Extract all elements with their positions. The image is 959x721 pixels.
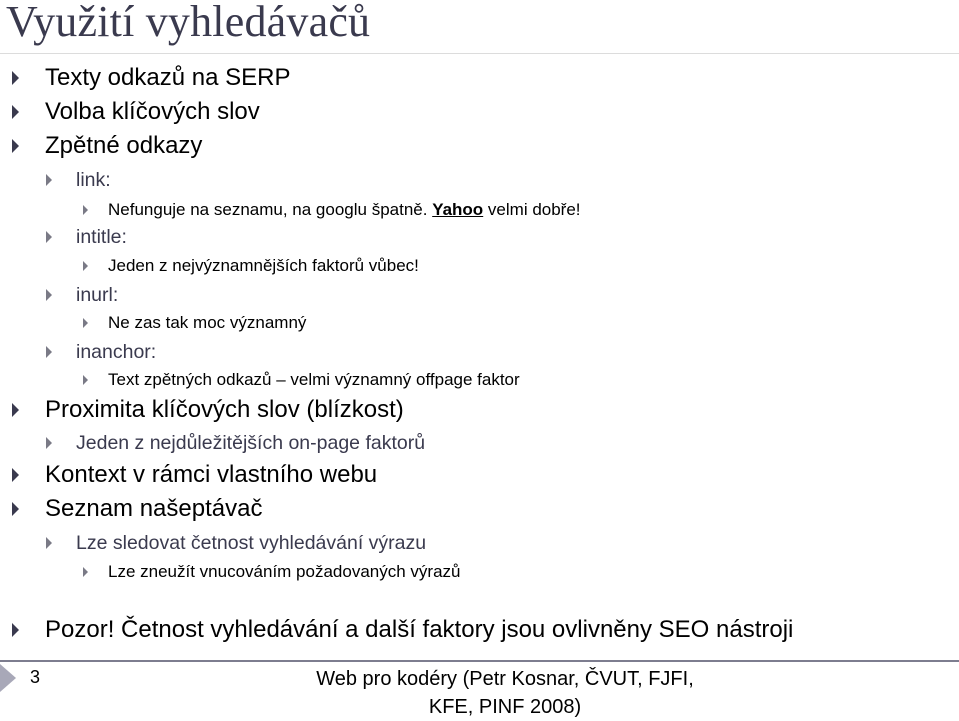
- detail-text: Lze zneužít vnucováním požadovaných výrazů: [108, 562, 461, 581]
- bullet-arrow-icon: [83, 318, 88, 328]
- footer-arrow-icon: [0, 664, 16, 692]
- subbullet-text: link:: [76, 169, 111, 191]
- subbullet-text: Jeden z nejdůležitějších on-page faktorů: [76, 432, 426, 454]
- detail-text: Jeden z nejvýznamnějších faktorů vůbec!: [108, 256, 419, 275]
- detail-search-frequency: [108, 562, 460, 582]
- detail-text-end: velmi dobře!: [483, 200, 581, 219]
- bullet-site-context: [45, 461, 377, 489]
- bullet-arrow-icon: [46, 289, 52, 301]
- bullet-text: Proximita klíčových slov (blízkost): [45, 396, 404, 423]
- bullet-text: Seznam našeptávač: [45, 495, 263, 522]
- detail-intitle-operator: [108, 256, 419, 276]
- subbullet-text: intitle:: [76, 226, 127, 248]
- detail-link-operator: [108, 200, 581, 220]
- bullet-text: Kontext v rámci vlastního webu: [45, 461, 378, 488]
- footer-divider: [0, 660, 959, 662]
- detail-text: Ne zas tak moc významný: [108, 313, 307, 332]
- bullet-backlinks: [45, 132, 202, 160]
- bullet-arrow-icon: [46, 437, 52, 449]
- bullet-arrow-icon: [46, 174, 52, 186]
- subbullet-search-frequency: [76, 531, 426, 555]
- bullet-arrow-icon: [83, 261, 88, 271]
- subbullet-text: Lze sledovat četnost vyhledávání výrazu: [76, 532, 427, 554]
- bullet-arrow-icon: [12, 139, 19, 153]
- bullet-arrow-icon: [12, 71, 19, 85]
- detail-inurl-operator: [108, 313, 306, 333]
- subbullet-text: inurl:: [76, 284, 119, 306]
- bullet-seo-warning: [45, 616, 793, 644]
- subbullet-intitle-operator: [76, 225, 127, 249]
- bullet-arrow-icon: [12, 502, 19, 516]
- subbullet-proximity-detail: [76, 431, 425, 455]
- page-number: 3: [30, 667, 41, 687]
- bullet-arrow-icon: [46, 346, 52, 358]
- title-divider: [0, 53, 959, 54]
- bullet-arrow-icon: [46, 537, 52, 549]
- subbullet-inurl-operator: [76, 283, 118, 307]
- subbullet-inanchor-operator: [76, 340, 156, 364]
- bullet-text: Zpětné odkazy: [45, 132, 203, 159]
- bullet-keyword-proximity: [45, 396, 404, 424]
- bullet-arrow-icon: [12, 403, 19, 417]
- bullet-seznam-suggest: [45, 495, 262, 523]
- detail-inanchor-operator: [108, 370, 520, 390]
- bullet-serp-texts: [45, 64, 290, 92]
- subbullet-link-operator: [76, 168, 111, 192]
- bullet-arrow-icon: [46, 231, 52, 243]
- detail-text: Text zpětných odkazů – velmi významný offpage faktor: [108, 370, 520, 389]
- bullet-keywords: [45, 98, 260, 126]
- bullet-arrow-icon: [83, 375, 88, 385]
- subbullet-text: inanchor:: [76, 341, 157, 363]
- bullet-arrow-icon: [12, 468, 19, 482]
- detail-text: Nefunguje na seznamu, na googlu špatně.: [108, 200, 433, 219]
- yahoo-emphasis: Yahoo: [432, 200, 484, 219]
- footer-credits: Web pro kodéry (Petr Kosnar, ČVUT, FJFI, KFE, PINF 2008): [316, 668, 694, 718]
- slide-title: Využití vyhledávačů: [6, 0, 371, 46]
- bullet-text: Volba klíčových slov: [45, 98, 260, 125]
- bullet-arrow-icon: [83, 567, 88, 577]
- bullet-arrow-icon: [12, 623, 19, 637]
- bullet-text: Texty odkazů na SERP: [45, 64, 291, 91]
- bullet-text: Pozor! Četnost vyhledávání a další faktory jsou ovlivněny SEO nástroji: [45, 616, 794, 643]
- bullet-arrow-icon: [83, 205, 88, 215]
- bullet-arrow-icon: [12, 105, 19, 119]
